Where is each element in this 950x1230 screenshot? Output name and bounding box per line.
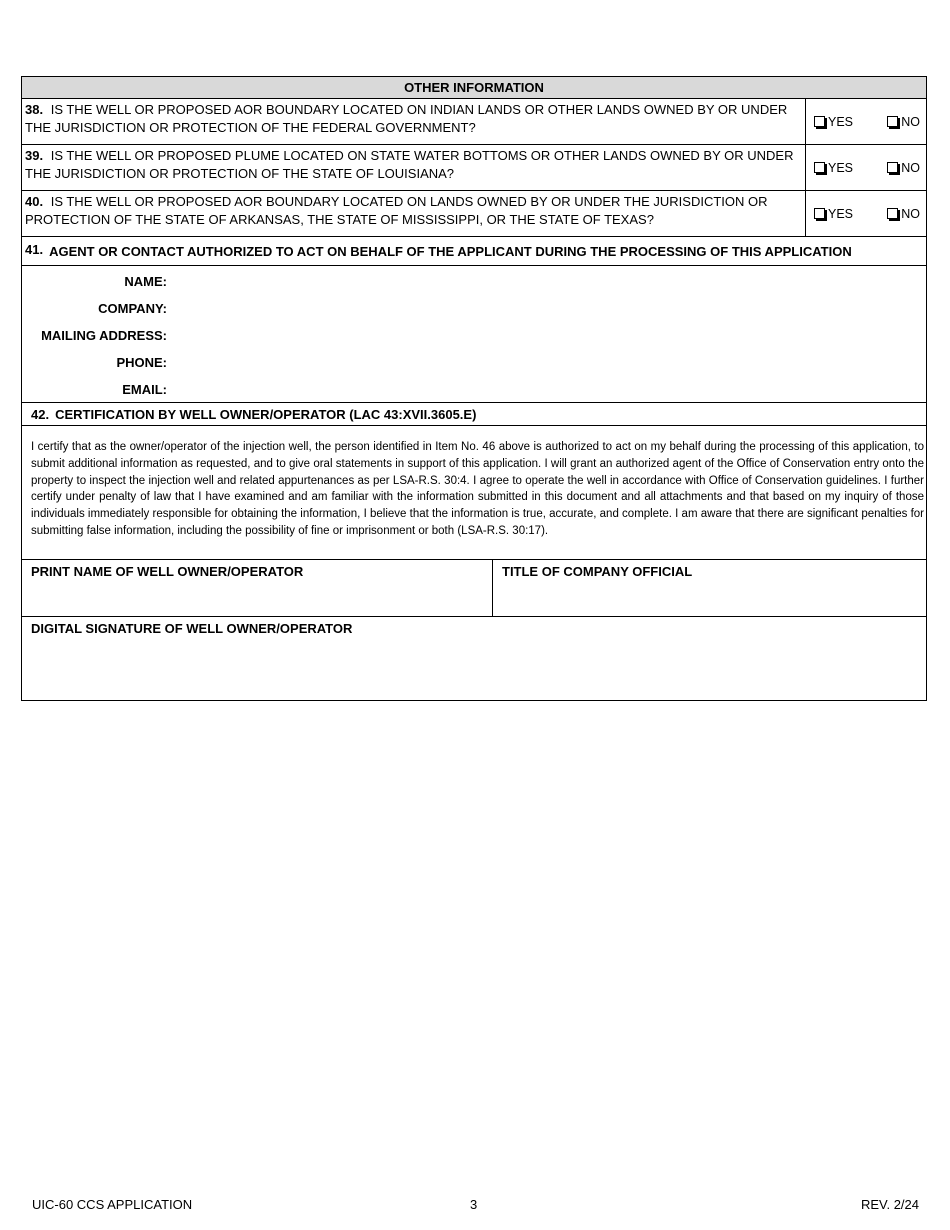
question-39-yes-checkbox[interactable] [814,161,853,175]
page-footer [32,1195,919,1213]
footer-page-number: 3 [470,1196,478,1212]
question-39-options [806,145,926,190]
question-40 [22,191,926,237]
company-label: COMPANY: [98,301,167,316]
contact-company-line [22,301,926,328]
company-official-title-field[interactable] [502,585,917,603]
yes-label: YES [828,160,854,175]
email-field[interactable] [173,382,926,400]
no-label: NO [901,206,920,221]
agent-section-header [22,237,926,266]
name-field[interactable] [173,274,926,292]
contact-name-line [22,274,926,301]
yes-label: YES [828,206,854,221]
question-40-text-cell [22,191,806,236]
contact-phone-line [22,355,926,382]
checkbox-icon [887,162,898,173]
question-number: 39. [25,148,44,163]
footer-form-name: UIC-60 CCS APPLICATION [32,1196,193,1212]
name-label: NAME: [124,274,167,289]
question-text: IS THE WELL OR PROPOSED AOR BOUNDARY LOCATED ON LANDS OWNED BY OR UNDER THE JURISDICTION OR PROTECTION OF THE STATE OF ARKANSAS, THE STATE OF MISSISSIPPI, OR THE STATE OF TEXAS? [25,194,768,227]
question-number: 38. [25,102,44,117]
question-38-yes-checkbox[interactable] [814,115,853,129]
question-40-yes-checkbox[interactable] [814,207,853,221]
checkbox-icon [887,116,898,127]
yes-label: YES [828,114,854,129]
checkbox-icon [814,116,825,127]
question-text: IS THE WELL OR PROPOSED AOR BOUNDARY LOCATED ON INDIAN LANDS OR OTHER LANDS OWNED BY OR UNDER THE JURISDICTION OR PROTECTION OF THE FEDERAL GOVERNMENT? [25,102,788,135]
agent-section-title: AGENT OR CONTACT AUTHORIZED TO ACT ON BEHALF OF THE APPLICANT DURING THE PROCESSING OF THIS APPLICATION [49,243,852,259]
checkbox-icon [887,208,898,219]
digital-signature-cell [22,617,926,700]
checkbox-icon [814,208,825,219]
print-name-field[interactable] [31,585,483,603]
section-header [22,77,926,99]
phone-label: PHONE: [116,355,167,370]
certification-statement [22,426,926,560]
question-39-no-checkbox[interactable] [887,161,920,175]
mailing-address-field[interactable] [173,328,926,346]
question-40-options [806,191,926,236]
no-label: NO [901,114,920,129]
certification-title: CERTIFICATION BY WELL OWNER/OPERATOR (LAC 43:XVII.3605.E) [55,406,477,422]
question-38 [22,99,926,145]
footer-revision: REV. 2/24 [860,1196,919,1212]
mailing-address-label: MAILING ADDRESS: [41,328,167,343]
phone-field[interactable] [173,355,926,373]
agent-contact-block [22,266,926,403]
certification-header [22,403,926,426]
question-38-options [806,99,926,144]
section-title: OTHER INFORMATION [404,80,544,95]
company-official-title-label: TITLE OF COMPANY OFFICIAL [502,564,693,579]
print-name-label: PRINT NAME OF WELL OWNER/OPERATOR [31,564,304,579]
agent-section-number: 41. [25,241,44,257]
company-field[interactable] [173,301,926,319]
question-39 [22,145,926,191]
question-38-no-checkbox[interactable] [887,115,920,129]
digital-signature-label: DIGITAL SIGNATURE OF WELL OWNER/OPERATOR [31,621,353,636]
digital-signature-row [22,617,926,700]
contact-address-line [22,328,926,355]
signatory-row [22,560,926,617]
application-form [21,76,927,701]
certification-text: I certify that as the owner/operator of the injection well, the person identified in Item No. 46 above is authorized to act on my behalf during the processing of this application, to submit additional information as requested, and to give oral statements in support of this application. I will grant an authorized agent of the Office of Conservation entry onto the property to inspect the injection well and related appurtenances as per LSA-R.S. 30:4. I agree to operate the well in accordance with Office of Conservation guidelines. I further certify under penalty of law that I have examined and am familiar with the information submitted in this document and all attachments and that based on my inquiry of those individuals immediately responsible for obtaining the information, I believe that the information is true, accurate, and complete. I am aware that there are significant penalties for submitting false information, including the possibility of fine or imprisonment or both (LSA-R.S. 30:17). [31,441,924,537]
question-text: IS THE WELL OR PROPOSED PLUME LOCATED ON STATE WATER BOTTOMS OR OTHER LANDS OWNED BY OR UNDER THE JURISDICTION OR PROTECTION OF THE STATE OF LOUISIANA? [25,148,794,181]
checkbox-icon [814,162,825,173]
print-name-cell [22,560,493,616]
certification-number: 42. [31,406,50,422]
digital-signature-field[interactable] [31,640,917,696]
no-label: NO [901,160,920,175]
question-40-no-checkbox[interactable] [887,207,920,221]
email-label: EMAIL: [122,382,167,397]
title-cell [493,560,926,616]
question-38-text-cell [22,99,806,144]
question-39-text-cell [22,145,806,190]
question-number: 40. [25,194,44,209]
